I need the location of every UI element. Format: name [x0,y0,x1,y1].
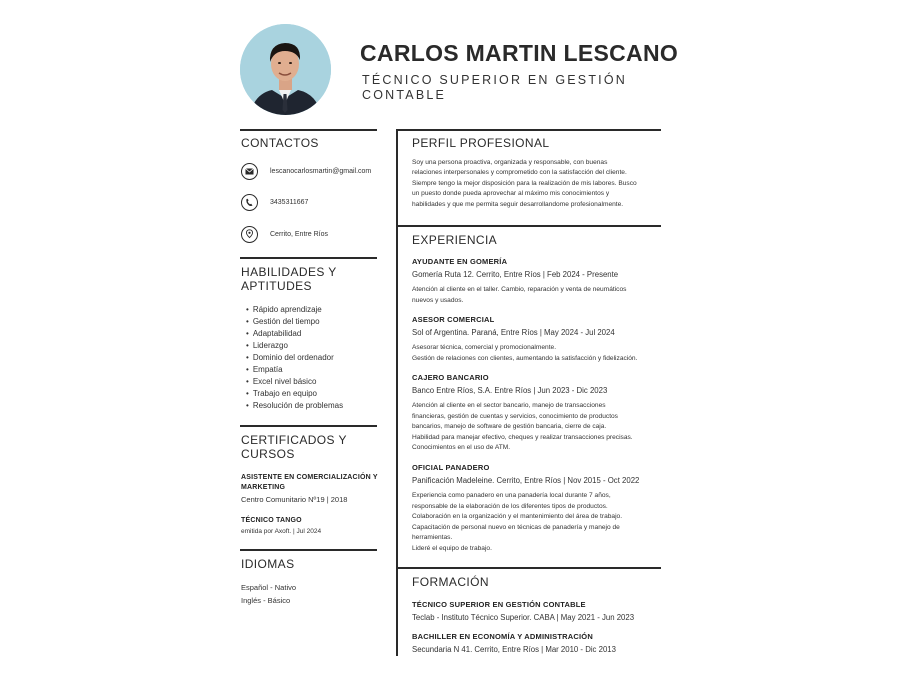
education-subtitle: Secundaria N 41. Cerrito, Entre Ríos | Mar 2010 - Dic 2013 [412,645,616,654]
job-description-line: nuevos y usados. [412,296,464,304]
job-description-line: Gestión de relaciones con clientes, aumentando la satisfacción y fidelización. [412,354,638,362]
job-description-line: bancarios, manejo de software de gestión bancaria, cierre de caja. [412,423,607,430]
divider [397,567,661,569]
job-description-line: herramientas. [412,534,453,541]
contact-location-text: Cerrito, Entre Ríos [270,230,328,238]
divider [240,425,377,427]
job-description [412,491,667,554]
person-photo-icon [240,24,331,115]
education-title: TÉCNICO SUPERIOR EN GESTIÓN CONTABLE [412,600,586,609]
list-item: • Rápido aprendizaje [246,304,343,316]
job-description-line: Habilidad para manejar efectivo, cheques y realizar transacciones precisas. [412,433,633,441]
section-title-skills [241,265,337,293]
section-title-profile: PERFIL PROFESIONAL [412,136,550,150]
divider [240,129,377,131]
section-title-languages: IDIOMAS [241,557,295,571]
cert-name [241,473,378,493]
section-title-certs [241,433,347,461]
job-description-line: Atención al cliente en el sector bancario, manejo de transacciones [412,402,606,409]
section-title-line: HABILIDADES Y [241,265,337,279]
list-item: • Gestión del tiempo [246,316,343,328]
job-title: OFICIAL PANADERO [412,463,490,472]
section-title-education: FORMACIÓN [412,575,489,589]
list-item: • Empatía [246,364,343,376]
job-subtitle: Banco Entre Ríos, S.A. Entre Ríos | Jun 2023 - Dic 2023 [412,386,608,395]
education-subtitle: Teclab - Instituto Técnico Superior. CABA | May 2021 - Jun 2023 [412,613,635,622]
job-subtitle: Gomería Ruta 12. Cerrito, Entre Ríos | Feb 2024 - Presente [412,270,619,279]
phone-icon [241,194,258,211]
profile-line: relaciones interpersonales y comprometido con la satisfacción del cliente. [412,169,627,177]
profile-line: Siempre tengo la mejor disposición para la realización de mis labores. Busco [412,179,637,187]
job-description [412,285,667,306]
cert-name: TÉCNICO TANGO [241,517,302,524]
divider [240,549,377,551]
profile-line: Soy una persona proactiva, organizada y responsable, con buenas [412,159,608,166]
job-title: ASESOR COMERCIAL [412,315,495,324]
location-icon [241,226,258,243]
job-description-line: responsable de la elaboración de los diferentes tipos de productos. [412,502,608,510]
profile-line: un puesto donde pueda aprovechar al máximo mis conocimientos y [412,190,610,198]
cert-name-line: MARKETING [241,484,286,491]
section-title-line: CERTIFICADOS Y [241,433,347,447]
section-title-experience: EXPERIENCIA [412,233,498,247]
job-description-line: Lideré el equipo de trabajo. [412,544,492,552]
job-description-line: Atención al cliente en el taller. Cambio, reparación y venta de neumáticos [412,286,627,293]
list-item: • Dominio del ordenador [246,352,343,364]
section-title-line: APTITUDES [241,279,312,293]
job-description [412,401,667,454]
list-item: • Resolución de problemas [246,400,343,412]
job-description-line: Capacitación de personal nuevo en técnicas de panadería y manejo de [412,523,620,531]
divider [240,257,377,259]
section-title-contacts: CONTACTOS [241,136,319,150]
profile-photo [240,24,331,115]
cert-detail: emitida por Axoft. | Jul 2024 [241,528,322,535]
job-description-line: Colaboración en la organización y el mantenimiento del área de trabajo. [412,513,623,520]
job-description-line: financieras, gestión de cuentas y servicios, conocimiento de productos [412,412,618,420]
cert-detail: Centro Comunitario Nº19 | 2018 [241,495,348,504]
divider [397,225,661,227]
job-role-line: CONTABLE [362,88,447,102]
job-subtitle: Panificación Madeleine. Cerrito, Entre Ríos | Nov 2015 - Oct 2022 [412,476,640,485]
language-item: Inglés - Básico [241,596,291,605]
full-name: CARLOS MARTIN LESCANO [360,40,679,66]
skills-list [246,304,343,412]
profile-line: habilidades y que me permita seguir desarrollandome profesionalmente. [412,200,624,208]
education-title: BACHILLER EN ECONOMÍA Y ADMINISTRACIÓN [412,632,593,641]
job-description-line: Conocimientos en el uso de ATM. [412,444,511,451]
list-item: • Trabajo en equipo [246,388,343,400]
column-divider [396,129,398,656]
contact-location [241,224,328,244]
job-subtitle: Sol of Argentina. Paraná, Entre Ríos | May 2024 - Jul 2024 [412,328,615,337]
divider [397,129,661,131]
job-role [362,73,652,103]
job-title: CAJERO BANCARIO [412,373,489,382]
list-item: • Excel nivel básico [246,376,343,388]
contact-phone [241,192,309,212]
profile-text [412,158,667,210]
contact-email-text: lescanocarlosmartin@gmail.com [270,167,372,175]
job-description-line: Asesorar técnica, comercial y promocionalmente. [412,344,557,351]
job-title: AYUDANTE EN GOMERÍA [412,257,508,266]
language-item: Español - Nativo [241,583,297,592]
list-item: • Adaptabilidad [246,328,343,340]
list-item: • Liderazgo [246,340,343,352]
contact-email [241,161,372,181]
section-title-line: CURSOS [241,447,295,461]
job-description [412,343,667,364]
cert-name-line: ASISTENTE EN COMERCIALIZACIÓN Y [241,474,378,481]
job-role-line: TÉCNICO SUPERIOR EN GESTIÓN [362,73,627,87]
contact-phone-text: 3435311667 [270,198,309,206]
mail-icon [241,163,258,180]
job-description-line: Experiencia como panadero en una panadería local durante 7 años, [412,492,611,499]
